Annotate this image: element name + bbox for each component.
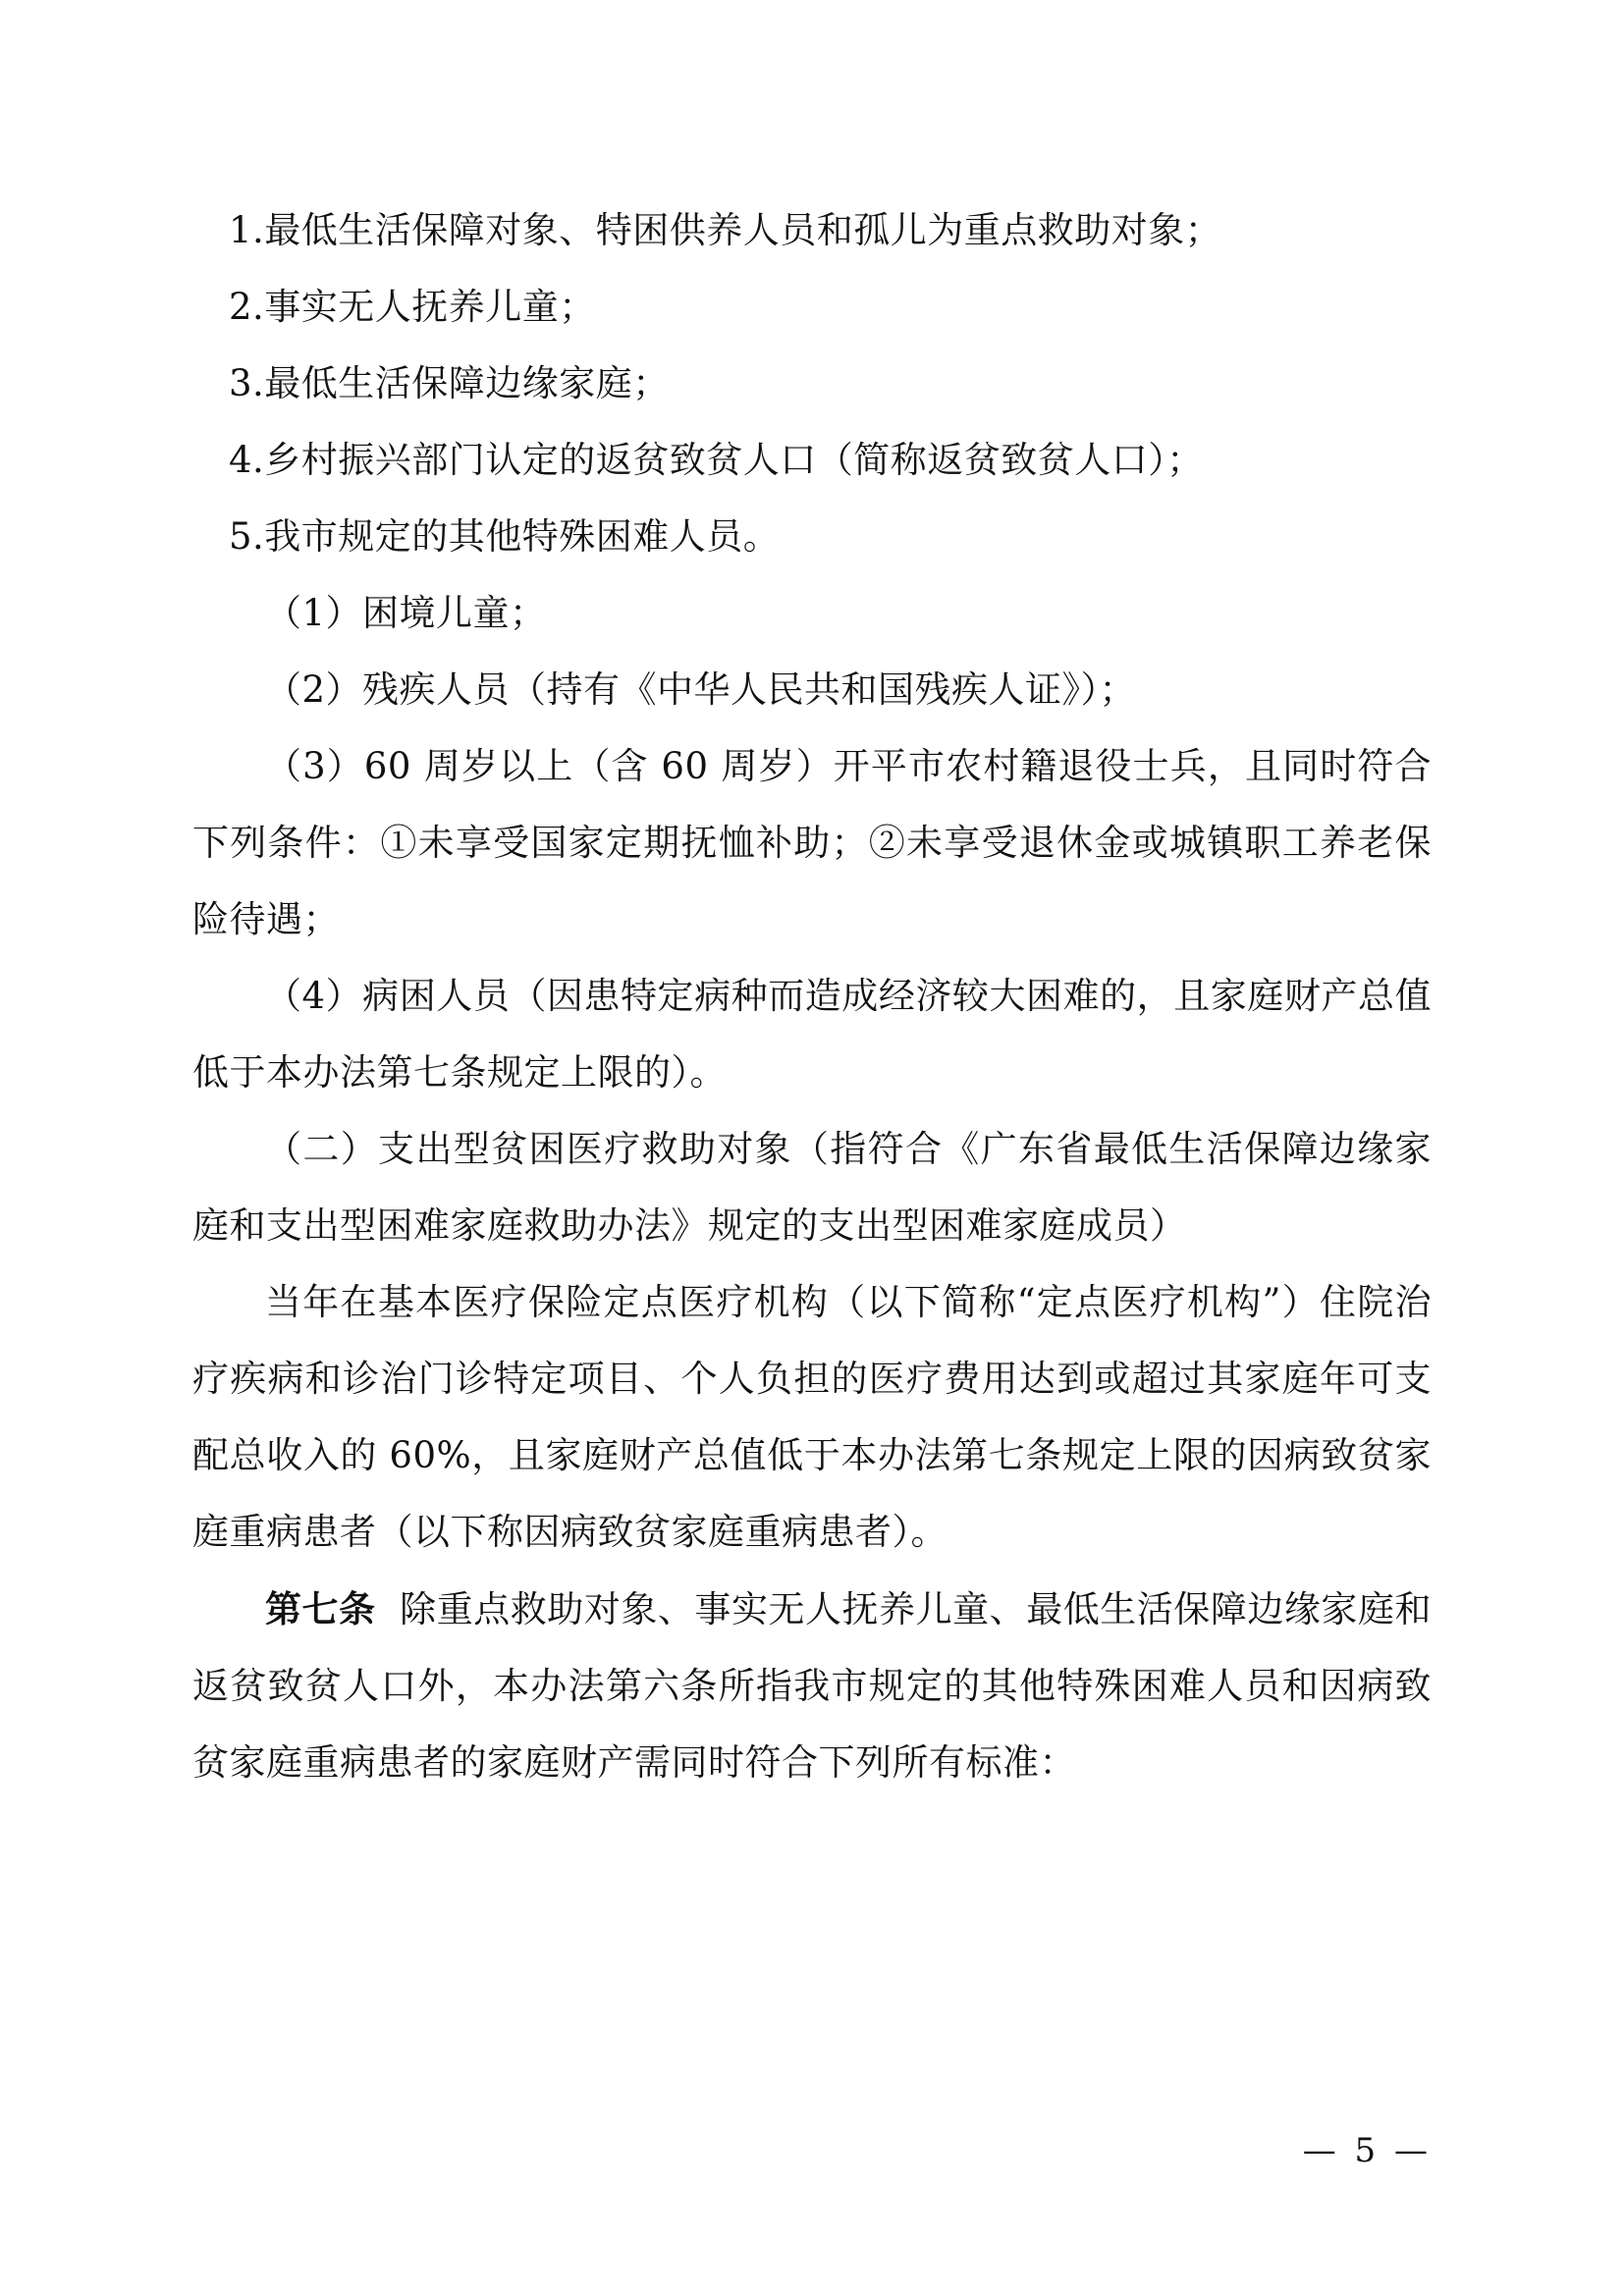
article-seven-label: 第七条: [265, 1587, 376, 1630]
list-item: （1）困境儿童；: [265, 592, 547, 634]
article-seven-text: 除重点救助对象、事实无人抚养儿童、最低生活保障边缘家庭和返贫致贫人口外，本办法第六条所指我市规定的其他特殊困难人员和因病致贫家庭重病患者的家庭财产需同时符合下列所有标准：: [192, 1588, 1432, 1784]
page-number: — 5 —: [1302, 2131, 1432, 2170]
list-item: （3）60 周岁以上（含 60 周岁）开平市农村籍退役士兵，且同时符合下列条件：①未享受国家定期抚恤补助；②未享受退休金或城镇职工养老保险待遇；: [192, 745, 1432, 940]
document-body: [192, 192, 1432, 1801]
article-seven-paragraph: [192, 1571, 1432, 1801]
list-item: 3.最低生活保障边缘家庭；: [229, 362, 670, 404]
list-item: 2.事实无人抚养儿童；: [229, 286, 596, 328]
list-item: 1.最低生活保障对象、特困供养人员和孤儿为重点救助对象；: [229, 209, 1222, 251]
section-body-paragraph: 当年在基本医疗保险定点医疗机构（以下简称“定点医疗机构”）住院治疗疾病和诊治门诊特定项目、个人负担的医疗费用达到或超过其家庭年可支配总收入的 60%，且家庭财产总值低于本办法第七条规定上限的因病致贫家庭重病患者（以下称因病致贫家庭重病患者）。: [192, 1281, 1432, 1553]
section-heading-paragraph: （二）支出型贫困医疗救助对象（指符合《广东省最低生活保障边缘家庭和支出型困难家庭救助办法》规定的支出型困难家庭成员）: [192, 1128, 1432, 1247]
list-item: （2）残疾人员（持有《中华人民共和国残疾人证》）；: [265, 668, 1137, 711]
list-item: 4.乡村振兴部门认定的返贫致贫人口（简称返贫致贫人口）；: [229, 439, 1204, 481]
list-item: （4）病困人员（因患特定病种而造成经济较大困难的，且家庭财产总值低于本办法第七条规定上限的）。: [192, 975, 1432, 1094]
list-item: 5.我市规定的其他特殊困难人员。: [229, 515, 781, 558]
